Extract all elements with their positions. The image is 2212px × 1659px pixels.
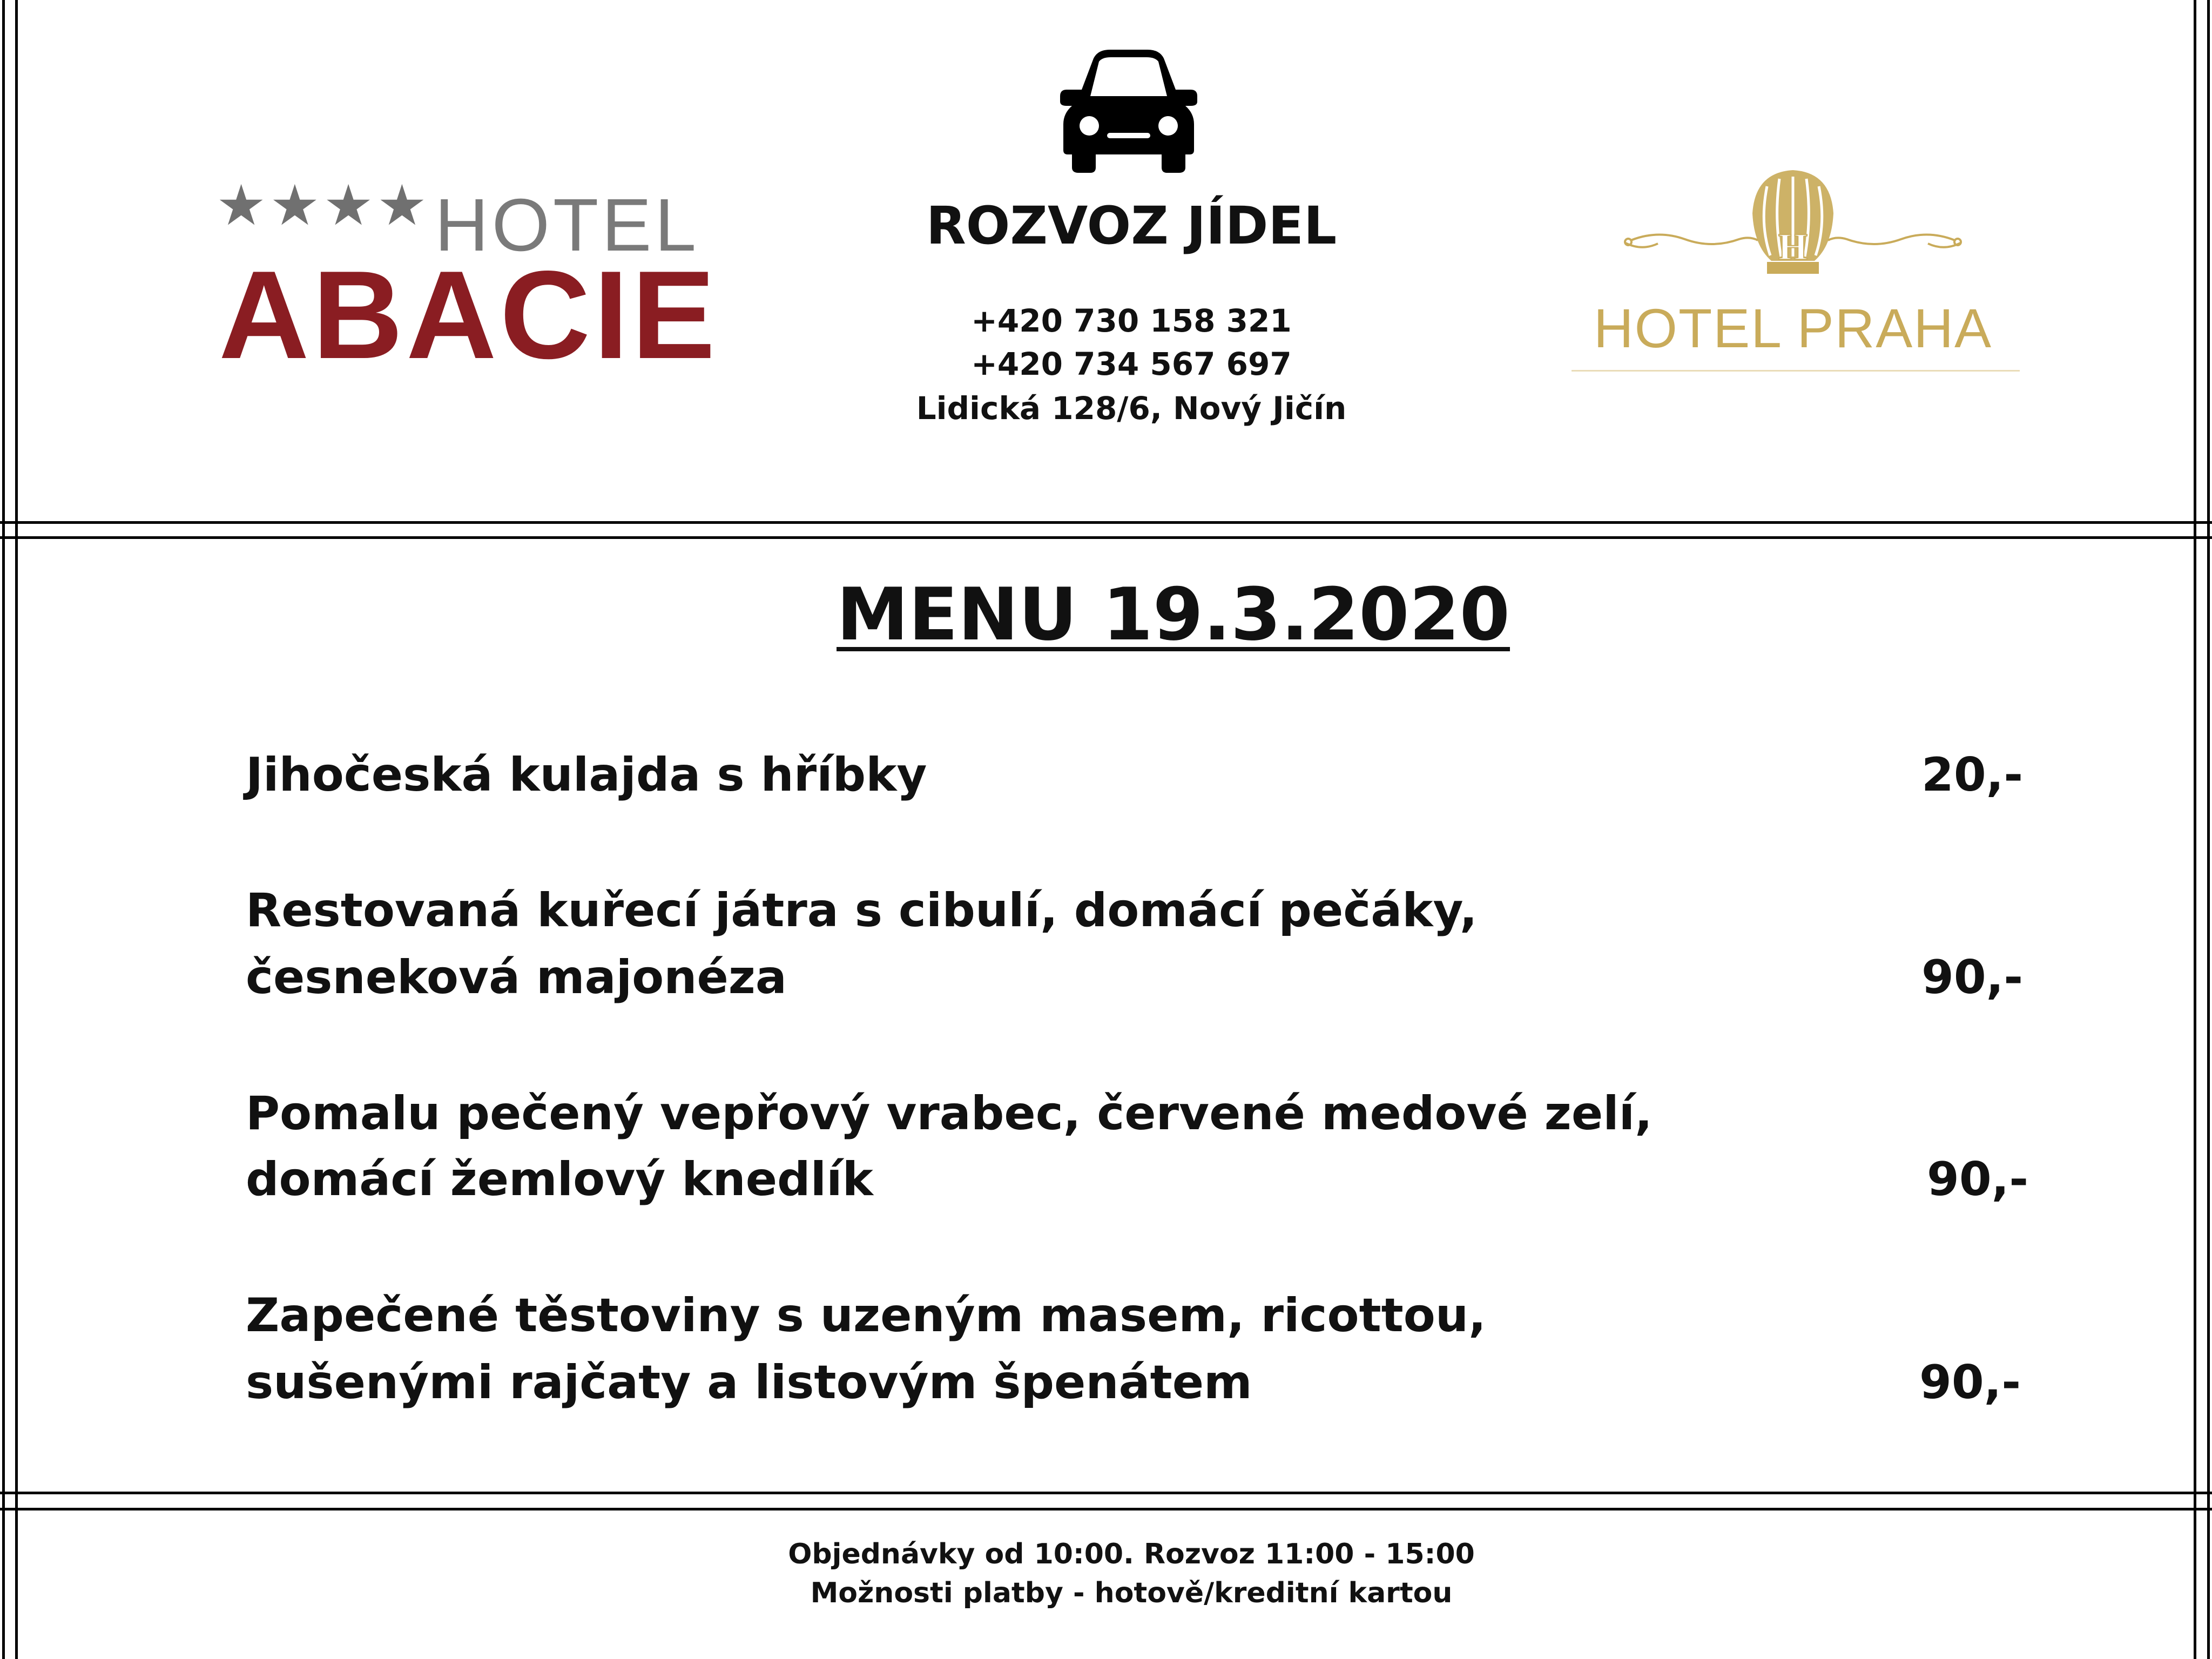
- address: Lidická 128/6, Nový Jičín: [916, 390, 1347, 427]
- footer-payment: Možnosti platby - hotově/kreditní kartou: [810, 1577, 1453, 1609]
- menu-title: MENU 19.3.2020: [837, 572, 1510, 657]
- dish-name-continued: sušenými rajčaty a listovým špenátem: [246, 1355, 1252, 1410]
- dish-price: 90,-: [1921, 950, 2024, 1004]
- shell-crest-icon: [1566, 165, 2020, 294]
- divider-top-1: [0, 521, 2212, 524]
- dish-name: Restovaná kuřecí játra s cibulí, domácí pečáky,: [246, 884, 1478, 938]
- dish-name-continued: česneková majonéza: [246, 950, 787, 1004]
- phone-2: +420 734 567 697: [971, 346, 1292, 382]
- logo-praha-word: HOTEL PRAHA: [1593, 298, 1993, 359]
- divider-top-2: [0, 536, 2212, 539]
- car-icon: [1056, 48, 1202, 174]
- dish-name: Zapečené těstoviny s uzeným masem, ricottou,: [246, 1289, 1486, 1343]
- logo-praha-rule: [1572, 370, 2020, 372]
- logo-abacie-word: ABACIE: [219, 245, 719, 385]
- dish-price: 20,-: [1921, 748, 2024, 802]
- footer-hours: Objednávky od 10:00. Rozvoz 11:00 - 15:00: [788, 1538, 1475, 1570]
- delivery-title: ROZVOZ JÍDEL: [926, 195, 1337, 256]
- dish-name: Jihočeská kulajda s hříbky: [246, 748, 927, 802]
- svg-text:H: H: [1778, 226, 1808, 268]
- dish-name: Pomalu pečený vepřový vrabec, červené medové zelí,: [246, 1087, 1653, 1141]
- dish-name-continued: domácí žemlový knedlík: [246, 1152, 873, 1206]
- dish-price: 90,-: [1919, 1355, 2021, 1410]
- divider-bottom-2: [0, 1508, 2212, 1510]
- logo-hotel-word: HOTEL: [435, 184, 700, 267]
- rating-stars: ★★★★: [216, 172, 430, 238]
- dish-price: 90,-: [1927, 1152, 2029, 1206]
- hotel-praha-logo: [1566, 165, 2020, 375]
- divider-bottom-1: [0, 1492, 2212, 1494]
- phone-1: +420 730 158 321: [971, 302, 1292, 339]
